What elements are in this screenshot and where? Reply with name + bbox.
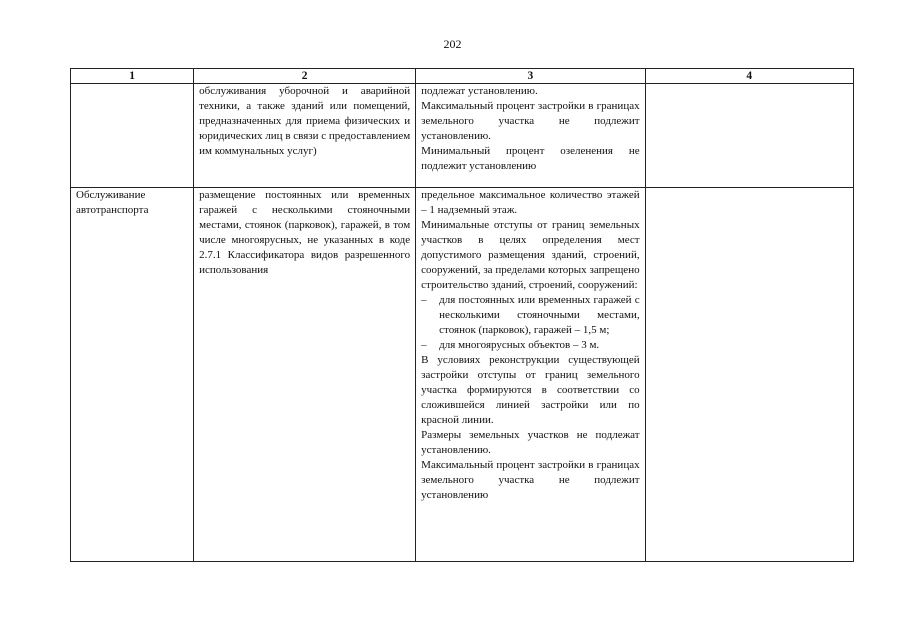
bullet-item [421, 293, 639, 338]
column-header-2: 2 [194, 69, 416, 84]
table-header-row [71, 69, 854, 84]
row2-col2-cell [194, 188, 416, 562]
cell-text: В условиях реконструкции существующей застройки отступы от границ земельного участка формируются в соответствии со сложившейся линией застройки или по красной линии. [421, 354, 640, 426]
column-header-3: 3 [416, 69, 645, 84]
page-number: 202 [443, 37, 462, 51]
cell-text: Максимальный процент застройки в границах земельного участка не подлежит установлению [421, 459, 640, 501]
cell-text: Максимальный процент застройки в границах земельного участка не подлежит установлению. [421, 100, 640, 142]
dash-bullet-icon: – [421, 339, 427, 351]
regulations-table [70, 68, 854, 562]
bullet-text: для постоянных или временных гаражей с несколькими стояночными местами, стоянок (парковок), гаражей – 1,5 м; [439, 294, 640, 336]
table-row [71, 188, 854, 562]
cell-text: обслуживания уборочной и аварийной техники, а также зданий или помещений, предназначенных для приема физических и юридических лиц в связи с предоставлением им коммунальных услуг) [199, 85, 411, 157]
cell-text: предельное максимальное количество этажей – 1 надземный этаж. [421, 189, 640, 216]
cell-text: подлежат установлению. [421, 85, 538, 97]
use-type-name: Обслуживание автотранспорта [76, 189, 149, 216]
bullet-text: для многоярусных объектов – 3 м. [439, 339, 600, 351]
column-header-1: 1 [71, 69, 194, 84]
row1-col3-cell [416, 84, 645, 188]
column-header-4: 4 [645, 69, 853, 84]
row1-col2-cell [194, 84, 416, 188]
cell-text: Минимальные отступы от границ земельных участков в целях определения мест допустимого размещения зданий, строений, сооружений, за пределами которых запрещено строительство зданий, строений, сооружений: [421, 219, 640, 291]
row2-col4-cell [645, 188, 853, 562]
row2-col1-cell [71, 188, 194, 562]
table-row [71, 84, 854, 188]
cell-text: Минимальный процент озеленения не подлежит установлению [421, 145, 640, 172]
use-description: размещение постоянных или временных гаражей с несколькими стояночными местами, стоянок (парковок), гаражей, в том числе многоярусных, не указанных в коде 2.7.1 Классификатора видов разрешенного использования [199, 189, 411, 276]
row1-col4-cell [645, 84, 853, 188]
bullet-item [421, 338, 639, 353]
cell-text: Размеры земельных участков не подлежат установлению. [421, 429, 640, 456]
row2-col3-cell [416, 188, 645, 562]
row1-col1-cell [71, 84, 194, 188]
dash-bullet-icon: – [421, 294, 427, 306]
